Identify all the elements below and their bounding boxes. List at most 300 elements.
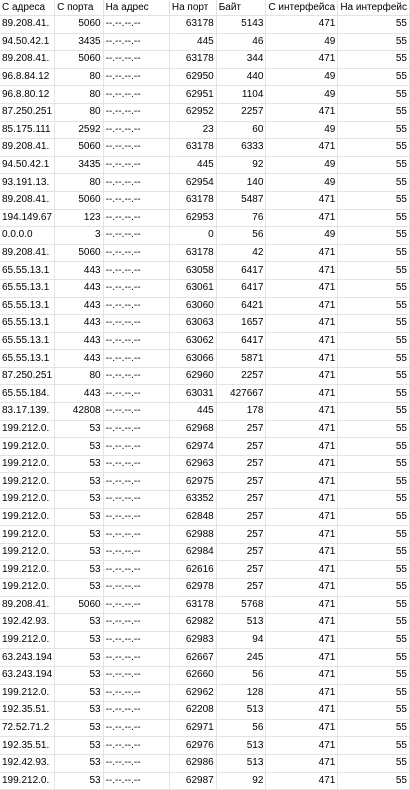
cell-to-interface[interactable]: 55 (338, 350, 410, 368)
cell-to-address[interactable]: --.--.--.-- (103, 702, 169, 720)
cell-from-interface[interactable]: 49 (266, 174, 338, 192)
cell-bytes[interactable]: 6417 (216, 332, 266, 350)
table-row[interactable] (0, 33, 410, 51)
cell-bytes[interactable]: 513 (216, 614, 266, 632)
table-row[interactable] (0, 737, 410, 755)
cell-to-port[interactable]: 63063 (169, 315, 216, 333)
cell-to-port[interactable]: 63352 (169, 491, 216, 509)
cell-from-port[interactable]: 443 (55, 332, 104, 350)
cell-from-interface[interactable]: 471 (266, 315, 338, 333)
cell-from-interface[interactable]: 471 (266, 526, 338, 544)
table-row[interactable] (0, 631, 410, 649)
cell-to-interface[interactable]: 55 (338, 420, 410, 438)
cell-bytes[interactable]: 5143 (216, 16, 266, 34)
cell-from-interface[interactable]: 471 (266, 209, 338, 227)
cell-to-address[interactable]: --.--.--.-- (103, 455, 169, 473)
cell-from-address[interactable]: 199.212.0. (0, 438, 55, 456)
cell-to-interface[interactable]: 55 (338, 438, 410, 456)
cell-to-port[interactable]: 0 (169, 227, 216, 245)
cell-to-port[interactable]: 63058 (169, 262, 216, 280)
cell-from-interface[interactable]: 471 (266, 367, 338, 385)
cell-from-address[interactable]: 65.55.184. (0, 385, 55, 403)
cell-from-interface[interactable]: 471 (266, 631, 338, 649)
cell-from-interface[interactable]: 471 (266, 508, 338, 526)
cell-from-port[interactable]: 53 (55, 491, 104, 509)
cell-from-address[interactable]: 0.0.0.0 (0, 227, 55, 245)
cell-to-port[interactable]: 445 (169, 33, 216, 51)
cell-to-port[interactable]: 62988 (169, 526, 216, 544)
cell-to-address[interactable]: --.--.--.-- (103, 103, 169, 121)
cell-to-interface[interactable]: 55 (338, 561, 410, 579)
cell-from-port[interactable]: 53 (55, 666, 104, 684)
table-row[interactable] (0, 191, 410, 209)
cell-to-address[interactable]: --.--.--.-- (103, 737, 169, 755)
cell-from-interface[interactable]: 471 (266, 139, 338, 157)
cell-bytes[interactable]: 6417 (216, 262, 266, 280)
cell-from-port[interactable]: 5060 (55, 191, 104, 209)
cell-to-interface[interactable]: 55 (338, 367, 410, 385)
table-row[interactable] (0, 244, 410, 262)
cell-from-interface[interactable]: 471 (266, 491, 338, 509)
cell-to-interface[interactable]: 55 (338, 579, 410, 597)
cell-from-interface[interactable]: 471 (266, 297, 338, 315)
cell-from-address[interactable]: 89.208.41. (0, 51, 55, 69)
cell-to-port[interactable]: 62978 (169, 579, 216, 597)
cell-to-interface[interactable]: 55 (338, 473, 410, 491)
cell-from-port[interactable]: 3435 (55, 156, 104, 174)
cell-bytes[interactable]: 5487 (216, 191, 266, 209)
cell-to-port[interactable]: 23 (169, 121, 216, 139)
table-row[interactable] (0, 491, 410, 509)
cell-to-address[interactable]: --.--.--.-- (103, 191, 169, 209)
cell-to-address[interactable]: --.--.--.-- (103, 543, 169, 561)
cell-to-address[interactable]: --.--.--.-- (103, 508, 169, 526)
cell-to-interface[interactable]: 55 (338, 455, 410, 473)
cell-to-interface[interactable]: 55 (338, 315, 410, 333)
cell-from-address[interactable]: 192.42.93. (0, 754, 55, 772)
cell-from-interface[interactable]: 471 (266, 350, 338, 368)
cell-from-address[interactable]: 192.35.51. (0, 702, 55, 720)
table-row[interactable] (0, 543, 410, 561)
cell-from-port[interactable]: 5060 (55, 596, 104, 614)
cell-from-interface[interactable]: 49 (266, 86, 338, 104)
cell-from-interface[interactable]: 471 (266, 737, 338, 755)
cell-bytes[interactable]: 257 (216, 491, 266, 509)
cell-to-address[interactable]: --.--.--.-- (103, 666, 169, 684)
cell-to-port[interactable]: 62660 (169, 666, 216, 684)
cell-from-interface[interactable]: 471 (266, 666, 338, 684)
table-row[interactable] (0, 227, 410, 245)
cell-from-port[interactable]: 5060 (55, 51, 104, 69)
cell-from-port[interactable]: 2592 (55, 121, 104, 139)
cell-to-address[interactable]: --.--.--.-- (103, 473, 169, 491)
cell-to-interface[interactable]: 55 (338, 684, 410, 702)
cell-to-port[interactable]: 63178 (169, 139, 216, 157)
table-row[interactable] (0, 473, 410, 491)
cell-from-address[interactable]: 65.55.13.1 (0, 350, 55, 368)
cell-to-port[interactable]: 62971 (169, 719, 216, 737)
cell-bytes[interactable]: 257 (216, 579, 266, 597)
cell-to-interface[interactable]: 55 (338, 737, 410, 755)
cell-to-interface[interactable]: 55 (338, 103, 410, 121)
cell-from-address[interactable]: 199.212.0. (0, 473, 55, 491)
cell-to-interface[interactable]: 55 (338, 596, 410, 614)
cell-from-port[interactable]: 53 (55, 754, 104, 772)
cell-to-address[interactable]: --.--.--.-- (103, 631, 169, 649)
cell-from-interface[interactable]: 471 (266, 719, 338, 737)
cell-bytes[interactable]: 60 (216, 121, 266, 139)
cell-from-address[interactable]: 199.212.0. (0, 579, 55, 597)
cell-to-interface[interactable]: 55 (338, 174, 410, 192)
cell-to-port[interactable]: 62976 (169, 737, 216, 755)
table-row[interactable] (0, 614, 410, 632)
cell-to-port[interactable]: 62952 (169, 103, 216, 121)
cell-to-interface[interactable]: 55 (338, 121, 410, 139)
cell-from-interface[interactable]: 471 (266, 420, 338, 438)
cell-bytes[interactable]: 92 (216, 156, 266, 174)
cell-to-interface[interactable]: 55 (338, 772, 410, 790)
cell-bytes[interactable]: 245 (216, 649, 266, 667)
cell-bytes[interactable]: 257 (216, 526, 266, 544)
cell-from-port[interactable]: 53 (55, 561, 104, 579)
cell-bytes[interactable]: 5768 (216, 596, 266, 614)
cell-to-interface[interactable]: 55 (338, 191, 410, 209)
cell-to-address[interactable]: --.--.--.-- (103, 174, 169, 192)
cell-to-port[interactable]: 63066 (169, 350, 216, 368)
cell-to-address[interactable]: --.--.--.-- (103, 438, 169, 456)
cell-bytes[interactable]: 513 (216, 702, 266, 720)
table-row[interactable] (0, 684, 410, 702)
cell-from-port[interactable]: 5060 (55, 139, 104, 157)
table-row[interactable] (0, 561, 410, 579)
cell-bytes[interactable]: 178 (216, 403, 266, 421)
cell-to-port[interactable]: 63178 (169, 596, 216, 614)
cell-to-port[interactable]: 62962 (169, 684, 216, 702)
cell-to-port[interactable]: 62848 (169, 508, 216, 526)
cell-to-address[interactable]: --.--.--.-- (103, 244, 169, 262)
cell-to-interface[interactable]: 55 (338, 297, 410, 315)
cell-from-address[interactable]: 199.212.0. (0, 772, 55, 790)
cell-bytes[interactable]: 56 (216, 666, 266, 684)
cell-from-port[interactable]: 443 (55, 297, 104, 315)
table-row[interactable] (0, 455, 410, 473)
cell-from-address[interactable]: 199.212.0. (0, 526, 55, 544)
cell-bytes[interactable]: 5871 (216, 350, 266, 368)
cell-from-port[interactable]: 5060 (55, 16, 104, 34)
cell-from-port[interactable]: 443 (55, 385, 104, 403)
cell-to-address[interactable]: --.--.--.-- (103, 420, 169, 438)
table-row[interactable] (0, 68, 410, 86)
cell-from-port[interactable]: 3435 (55, 33, 104, 51)
table-row[interactable] (0, 209, 410, 227)
column-header-from-address[interactable]: С адреса (0, 0, 55, 16)
cell-bytes[interactable]: 6333 (216, 139, 266, 157)
cell-from-interface[interactable]: 49 (266, 227, 338, 245)
cell-from-address[interactable]: 94.50.42.1 (0, 156, 55, 174)
cell-from-address[interactable]: 93.191.13. (0, 174, 55, 192)
cell-to-address[interactable]: --.--.--.-- (103, 350, 169, 368)
cell-bytes[interactable]: 42 (216, 244, 266, 262)
cell-to-address[interactable]: --.--.--.-- (103, 262, 169, 280)
cell-to-port[interactable]: 62667 (169, 649, 216, 667)
cell-bytes[interactable]: 56 (216, 719, 266, 737)
cell-to-interface[interactable]: 55 (338, 666, 410, 684)
cell-from-port[interactable]: 53 (55, 737, 104, 755)
table-row[interactable] (0, 719, 410, 737)
cell-from-interface[interactable]: 471 (266, 262, 338, 280)
cell-from-port[interactable]: 80 (55, 68, 104, 86)
cell-to-port[interactable]: 63061 (169, 279, 216, 297)
cell-to-address[interactable]: --.--.--.-- (103, 16, 169, 34)
cell-bytes[interactable]: 257 (216, 438, 266, 456)
cell-to-port[interactable]: 62968 (169, 420, 216, 438)
cell-bytes[interactable]: 6417 (216, 279, 266, 297)
cell-from-port[interactable]: 80 (55, 367, 104, 385)
cell-from-port[interactable]: 443 (55, 315, 104, 333)
cell-from-port[interactable]: 80 (55, 86, 104, 104)
cell-from-interface[interactable]: 471 (266, 772, 338, 790)
cell-from-address[interactable]: 87.250.251 (0, 367, 55, 385)
table-row[interactable] (0, 579, 410, 597)
cell-from-interface[interactable]: 49 (266, 156, 338, 174)
table-row[interactable] (0, 385, 410, 403)
cell-from-address[interactable]: 194.149.67 (0, 209, 55, 227)
column-header-to-address[interactable]: На адрес (103, 0, 169, 16)
cell-from-address[interactable]: 72.52.71.2 (0, 719, 55, 737)
cell-from-interface[interactable]: 471 (266, 596, 338, 614)
cell-to-port[interactable]: 62960 (169, 367, 216, 385)
cell-from-port[interactable]: 53 (55, 702, 104, 720)
cell-from-interface[interactable]: 471 (266, 403, 338, 421)
cell-to-interface[interactable]: 55 (338, 68, 410, 86)
table-row[interactable] (0, 772, 410, 790)
table-row[interactable] (0, 332, 410, 350)
cell-to-interface[interactable]: 55 (338, 33, 410, 51)
column-header-bytes[interactable]: Байт (216, 0, 266, 16)
cell-to-port[interactable]: 62208 (169, 702, 216, 720)
cell-to-address[interactable]: --.--.--.-- (103, 403, 169, 421)
cell-to-address[interactable]: --.--.--.-- (103, 649, 169, 667)
cell-to-address[interactable]: --.--.--.-- (103, 86, 169, 104)
cell-from-interface[interactable]: 471 (266, 473, 338, 491)
table-row[interactable] (0, 139, 410, 157)
cell-to-address[interactable]: --.--.--.-- (103, 139, 169, 157)
table-row[interactable] (0, 754, 410, 772)
cell-from-address[interactable]: 65.55.13.1 (0, 279, 55, 297)
cell-from-address[interactable]: 199.212.0. (0, 491, 55, 509)
table-row[interactable] (0, 174, 410, 192)
cell-to-interface[interactable]: 55 (338, 385, 410, 403)
cell-to-address[interactable]: --.--.--.-- (103, 209, 169, 227)
cell-to-port[interactable]: 62963 (169, 455, 216, 473)
cell-bytes[interactable]: 92 (216, 772, 266, 790)
cell-from-address[interactable]: 199.212.0. (0, 561, 55, 579)
cell-from-port[interactable]: 53 (55, 684, 104, 702)
table-row[interactable] (0, 526, 410, 544)
cell-to-interface[interactable]: 55 (338, 139, 410, 157)
cell-to-interface[interactable]: 55 (338, 702, 410, 720)
column-header-from-port[interactable]: С порта (55, 0, 104, 16)
cell-to-address[interactable]: --.--.--.-- (103, 68, 169, 86)
cell-from-interface[interactable]: 49 (266, 68, 338, 86)
table-row[interactable] (0, 16, 410, 34)
cell-from-port[interactable]: 53 (55, 455, 104, 473)
cell-from-interface[interactable]: 471 (266, 561, 338, 579)
cell-from-interface[interactable]: 471 (266, 754, 338, 772)
cell-from-port[interactable]: 53 (55, 473, 104, 491)
cell-from-interface[interactable]: 471 (266, 51, 338, 69)
cell-to-address[interactable]: --.--.--.-- (103, 121, 169, 139)
cell-to-interface[interactable]: 55 (338, 543, 410, 561)
cell-from-interface[interactable]: 471 (266, 16, 338, 34)
cell-from-address[interactable]: 85.175.111 (0, 121, 55, 139)
cell-from-interface[interactable]: 471 (266, 103, 338, 121)
cell-bytes[interactable]: 56 (216, 227, 266, 245)
cell-bytes[interactable]: 257 (216, 561, 266, 579)
cell-from-port[interactable]: 53 (55, 631, 104, 649)
column-header-to-interface[interactable]: На интерфейс (338, 0, 410, 16)
cell-from-port[interactable]: 3 (55, 227, 104, 245)
cell-to-interface[interactable]: 55 (338, 244, 410, 262)
cell-to-interface[interactable]: 55 (338, 86, 410, 104)
cell-from-port[interactable]: 443 (55, 350, 104, 368)
cell-to-port[interactable]: 62984 (169, 543, 216, 561)
cell-to-interface[interactable]: 55 (338, 526, 410, 544)
cell-to-address[interactable]: --.--.--.-- (103, 754, 169, 772)
cell-to-address[interactable]: --.--.--.-- (103, 367, 169, 385)
cell-from-address[interactable]: 65.55.13.1 (0, 297, 55, 315)
cell-to-port[interactable]: 62951 (169, 86, 216, 104)
cell-to-interface[interactable]: 55 (338, 227, 410, 245)
cell-from-interface[interactable]: 471 (266, 332, 338, 350)
table-row[interactable] (0, 86, 410, 104)
cell-to-interface[interactable]: 55 (338, 279, 410, 297)
cell-from-address[interactable]: 199.212.0. (0, 543, 55, 561)
cell-to-interface[interactable]: 55 (338, 209, 410, 227)
cell-from-port[interactable]: 123 (55, 209, 104, 227)
cell-to-interface[interactable]: 55 (338, 491, 410, 509)
table-row[interactable] (0, 438, 410, 456)
cell-to-port[interactable]: 445 (169, 156, 216, 174)
cell-from-interface[interactable]: 471 (266, 543, 338, 561)
table-row[interactable] (0, 420, 410, 438)
cell-to-address[interactable]: --.--.--.-- (103, 579, 169, 597)
cell-to-address[interactable]: --.--.--.-- (103, 315, 169, 333)
cell-from-address[interactable]: 199.212.0. (0, 631, 55, 649)
cell-bytes[interactable]: 1104 (216, 86, 266, 104)
cell-from-address[interactable]: 89.208.41. (0, 139, 55, 157)
cell-to-address[interactable]: --.--.--.-- (103, 332, 169, 350)
cell-bytes[interactable]: 2257 (216, 367, 266, 385)
cell-to-port[interactable]: 63031 (169, 385, 216, 403)
cell-from-port[interactable]: 53 (55, 438, 104, 456)
cell-to-port[interactable]: 63060 (169, 297, 216, 315)
cell-to-port[interactable]: 63178 (169, 16, 216, 34)
cell-from-address[interactable]: 199.212.0. (0, 508, 55, 526)
cell-from-interface[interactable]: 471 (266, 438, 338, 456)
cell-from-port[interactable]: 53 (55, 649, 104, 667)
cell-from-interface[interactable]: 471 (266, 279, 338, 297)
cell-bytes[interactable]: 257 (216, 473, 266, 491)
table-row[interactable] (0, 297, 410, 315)
cell-to-interface[interactable]: 55 (338, 614, 410, 632)
cell-from-interface[interactable]: 471 (266, 684, 338, 702)
cell-bytes[interactable]: 513 (216, 737, 266, 755)
cell-from-port[interactable]: 53 (55, 579, 104, 597)
cell-to-interface[interactable]: 55 (338, 156, 410, 174)
cell-to-port[interactable]: 63178 (169, 244, 216, 262)
table-row[interactable] (0, 156, 410, 174)
cell-from-port[interactable]: 5060 (55, 244, 104, 262)
cell-to-port[interactable]: 62954 (169, 174, 216, 192)
cell-from-address[interactable]: 199.212.0. (0, 420, 55, 438)
cell-from-interface[interactable]: 471 (266, 614, 338, 632)
cell-bytes[interactable]: 140 (216, 174, 266, 192)
cell-from-interface[interactable]: 471 (266, 244, 338, 262)
cell-from-port[interactable]: 80 (55, 103, 104, 121)
cell-to-address[interactable]: --.--.--.-- (103, 719, 169, 737)
cell-from-port[interactable]: 53 (55, 772, 104, 790)
cell-from-interface[interactable]: 471 (266, 385, 338, 403)
cell-from-address[interactable]: 89.208.41. (0, 596, 55, 614)
cell-from-address[interactable]: 96.8.80.12 (0, 86, 55, 104)
table-row[interactable] (0, 51, 410, 69)
cell-to-interface[interactable]: 55 (338, 262, 410, 280)
column-header-to-port[interactable]: На порт (169, 0, 216, 16)
cell-from-address[interactable]: 83.17.139. (0, 403, 55, 421)
cell-to-address[interactable]: --.--.--.-- (103, 279, 169, 297)
table-row[interactable] (0, 367, 410, 385)
cell-to-address[interactable]: --.--.--.-- (103, 227, 169, 245)
cell-to-address[interactable]: --.--.--.-- (103, 156, 169, 174)
cell-to-port[interactable]: 62983 (169, 631, 216, 649)
table-row[interactable] (0, 508, 410, 526)
cell-from-address[interactable]: 96.8.84.12 (0, 68, 55, 86)
cell-from-port[interactable]: 53 (55, 420, 104, 438)
cell-bytes[interactable]: 257 (216, 420, 266, 438)
cell-to-port[interactable]: 62975 (169, 473, 216, 491)
cell-to-interface[interactable]: 55 (338, 508, 410, 526)
cell-bytes[interactable]: 257 (216, 508, 266, 526)
cell-to-address[interactable]: --.--.--.-- (103, 33, 169, 51)
cell-bytes[interactable]: 257 (216, 455, 266, 473)
cell-from-address[interactable]: 63.243.194 (0, 666, 55, 684)
table-row[interactable] (0, 262, 410, 280)
cell-from-port[interactable]: 53 (55, 526, 104, 544)
cell-from-interface[interactable]: 471 (266, 455, 338, 473)
cell-bytes[interactable]: 76 (216, 209, 266, 227)
table-row[interactable] (0, 649, 410, 667)
cell-to-address[interactable]: --.--.--.-- (103, 596, 169, 614)
cell-to-interface[interactable]: 55 (338, 754, 410, 772)
cell-to-port[interactable]: 62987 (169, 772, 216, 790)
cell-to-address[interactable]: --.--.--.-- (103, 561, 169, 579)
cell-to-address[interactable]: --.--.--.-- (103, 491, 169, 509)
table-row[interactable] (0, 279, 410, 297)
cell-bytes[interactable]: 46 (216, 33, 266, 51)
cell-to-address[interactable]: --.--.--.-- (103, 51, 169, 69)
cell-bytes[interactable]: 257 (216, 543, 266, 561)
cell-from-port[interactable]: 53 (55, 543, 104, 561)
cell-from-address[interactable]: 89.208.41. (0, 191, 55, 209)
cell-from-interface[interactable]: 49 (266, 121, 338, 139)
cell-from-address[interactable]: 89.208.41. (0, 16, 55, 34)
cell-from-address[interactable]: 192.35.51. (0, 737, 55, 755)
cell-to-port[interactable]: 63062 (169, 332, 216, 350)
cell-to-port[interactable]: 445 (169, 403, 216, 421)
table-row[interactable] (0, 315, 410, 333)
cell-to-interface[interactable]: 55 (338, 631, 410, 649)
